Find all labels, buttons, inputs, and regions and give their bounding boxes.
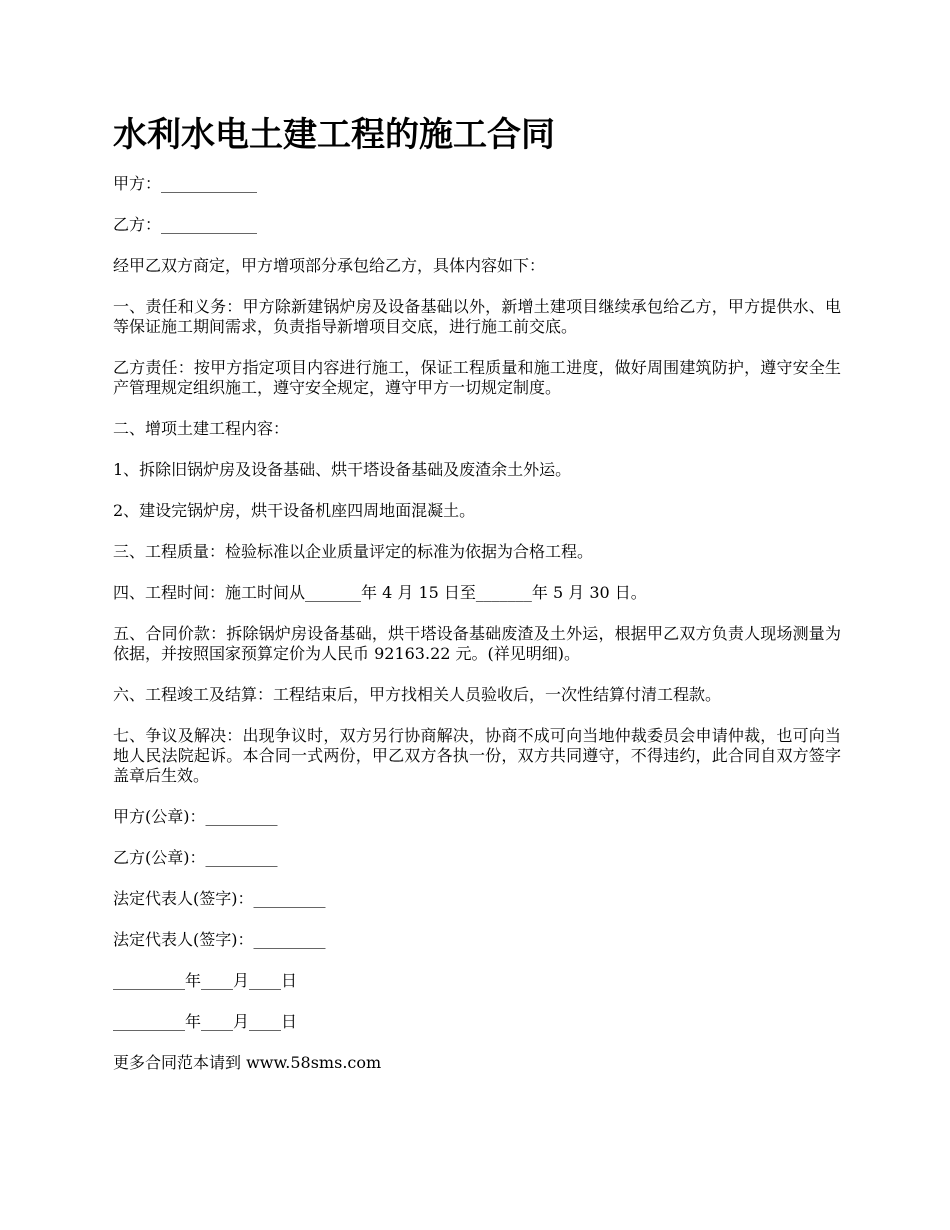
clause-5-price: 五、合同价款：拆除锅炉房设备基础，烘干塔设备基础废渣及土外运，根据甲乙双方负责人现场测量为依据，并按照国家预算定价为人民币 92163.22 元。(祥见明细)。 (113, 624, 841, 663)
intro-paragraph: 经甲乙双方商定，甲方增项部分承包给乙方，具体内容如下： (113, 256, 546, 275)
footer-note: 更多合同范本请到 www.58sms.com (113, 1053, 382, 1072)
legal-rep-signature-b: 法定代表人(签字)：_________ (113, 930, 326, 949)
legal-rep-signature-a: 法定代表人(签字)：_________ (113, 889, 326, 908)
date-line-a: _________年____月____日 (113, 971, 298, 990)
clause-3-quality: 三、工程质量：检验标准以企业质量评定的标准为依据为合格工程。 (113, 542, 594, 561)
clause-2-heading: 二、增项土建工程内容： (113, 419, 290, 438)
clause-1-responsibilities: 一、责任和义务：甲方除新建锅炉房及设备基础以外，新增土建项目继续承包给乙方，甲方提供水、电等保证施工期间需求，负责指导新增项目交底，进行施工前交底。 (113, 297, 841, 336)
party-b-seal-line: 乙方(公章)：_________ (113, 848, 278, 867)
party-b-line: 乙方：____________ (113, 215, 258, 234)
clause-4-schedule: 四、工程时间：施工时间从_______年 4 月 15 日至_______年 5 月 30 日。 (113, 583, 647, 602)
document-page (113, 108, 841, 1094)
work-item-2: 2、建设完锅炉房，烘干设备机座四周地面混凝土。 (113, 501, 476, 520)
clause-7-disputes: 七、争议及解决：出现争议时，双方另行协商解决，协商不成可向当地仲裁委员会申请仲裁，也可向当地人民法院起诉。本合同一式两份，甲乙双方各执一份，双方共同遵守，不得违约，此合同自双方签字盖章后生效。 (113, 726, 841, 785)
clause-6-settlement: 六、工程竣工及结算：工程结束后，甲方找相关人员验收后，一次性结算付清工程款。 (113, 685, 722, 704)
work-item-1: 1、拆除旧锅炉房及设备基础、烘干塔设备基础及废渣余土外运。 (113, 460, 572, 479)
party-b-responsibilities: 乙方责任：按甲方指定项目内容进行施工，保证工程质量和施工进度，做好周围建筑防护，遵守安全生产管理规定组织施工，遵守安全规定，遵守甲方一切规定制度。 (113, 358, 841, 397)
document-title: 水利水电土建工程的施工合同 (113, 115, 555, 155)
party-a-seal-line: 甲方(公章)：_________ (113, 807, 278, 826)
party-a-line: 甲方：____________ (113, 174, 258, 193)
date-line-b: _________年____月____日 (113, 1012, 298, 1031)
